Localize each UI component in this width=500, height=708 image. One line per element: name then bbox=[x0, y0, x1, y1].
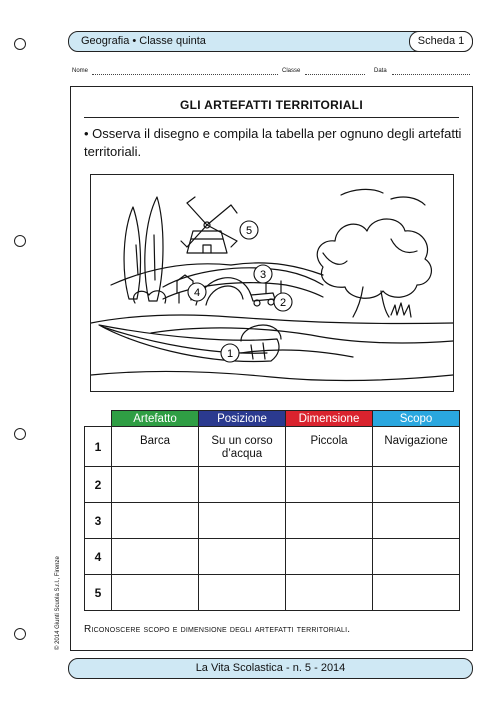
cell-scopo[interactable] bbox=[373, 467, 460, 503]
row-number: 1 bbox=[85, 427, 112, 467]
cell-artefatto[interactable] bbox=[112, 575, 199, 611]
row-number: 4 bbox=[85, 539, 112, 575]
date-label: Data bbox=[374, 68, 387, 74]
cell-scopo[interactable] bbox=[373, 539, 460, 575]
landscape-drawing bbox=[91, 175, 453, 391]
header-artefatto: Artefatto bbox=[112, 411, 199, 427]
binder-hole-upper bbox=[14, 235, 26, 247]
page-title: GLI ARTEFATTI TERRITORIALI bbox=[180, 98, 363, 112]
table-row bbox=[85, 467, 460, 503]
header-bar bbox=[68, 31, 473, 52]
name-field-line[interactable] bbox=[92, 74, 278, 75]
binder-hole-top bbox=[14, 38, 26, 50]
cell-dimensione[interactable] bbox=[286, 503, 373, 539]
cell-artefatto[interactable]: Barca bbox=[112, 427, 199, 467]
cell-scopo[interactable] bbox=[373, 503, 460, 539]
table-row bbox=[85, 427, 460, 467]
cell-dimensione[interactable] bbox=[286, 575, 373, 611]
row-number: 2 bbox=[85, 467, 112, 503]
cell-posizione[interactable] bbox=[199, 539, 286, 575]
marker-1-label: 1 bbox=[226, 348, 234, 360]
cell-scopo[interactable]: Navigazione bbox=[373, 427, 460, 467]
header-posizione: Posizione bbox=[199, 411, 286, 427]
cell-artefatto[interactable] bbox=[112, 539, 199, 575]
cell-dimensione[interactable] bbox=[286, 539, 373, 575]
marker-5-label: 5 bbox=[245, 225, 253, 237]
table-row bbox=[85, 539, 460, 575]
header-subject: Geografia • Classe quinta bbox=[81, 35, 206, 47]
cell-scopo[interactable] bbox=[373, 575, 460, 611]
date-field-line[interactable] bbox=[392, 74, 470, 75]
cell-artefatto[interactable] bbox=[112, 503, 199, 539]
class-label: Classe bbox=[282, 68, 301, 74]
marker-4-label: 4 bbox=[193, 287, 201, 299]
marker-2-label: 2 bbox=[279, 297, 287, 309]
marker-3-label: 3 bbox=[259, 269, 267, 281]
header-scopo: Scopo bbox=[373, 411, 460, 427]
table-corner bbox=[85, 411, 112, 427]
copyright-notice: © 2014 Giunti Scuola S.r.l., Firenze bbox=[55, 556, 61, 650]
binder-hole-bottom bbox=[14, 628, 26, 640]
instruction-text: • Osserva il disegno e compila la tabella per ognuno degli artefatti territoriali. bbox=[84, 126, 462, 159]
cell-posizione[interactable]: Su un corso d’acqua bbox=[199, 427, 286, 467]
cell-dimensione[interactable]: Piccola bbox=[286, 427, 373, 467]
table-row bbox=[85, 575, 460, 611]
cell-artefatto[interactable] bbox=[112, 467, 199, 503]
artefacts-table bbox=[84, 410, 460, 611]
learning-objective: Riconoscere scopo e dimensione degli artefatti territoriali. bbox=[84, 624, 351, 635]
cell-posizione[interactable] bbox=[199, 467, 286, 503]
title-divider bbox=[84, 117, 459, 118]
binder-hole-lower bbox=[14, 428, 26, 440]
row-number: 5 bbox=[85, 575, 112, 611]
class-field-line[interactable] bbox=[305, 74, 365, 75]
row-number: 3 bbox=[85, 503, 112, 539]
sheet-badge: Scheda 1 bbox=[409, 31, 473, 52]
cell-posizione[interactable] bbox=[199, 575, 286, 611]
header-dimensione: Dimensione bbox=[286, 411, 373, 427]
cell-posizione[interactable] bbox=[199, 503, 286, 539]
cell-dimensione[interactable] bbox=[286, 467, 373, 503]
footer-bar: La Vita Scolastica - n. 5 - 2014 bbox=[68, 658, 473, 679]
landscape-illustration bbox=[90, 174, 454, 392]
name-label: Nome bbox=[72, 68, 89, 74]
table-row bbox=[85, 503, 460, 539]
